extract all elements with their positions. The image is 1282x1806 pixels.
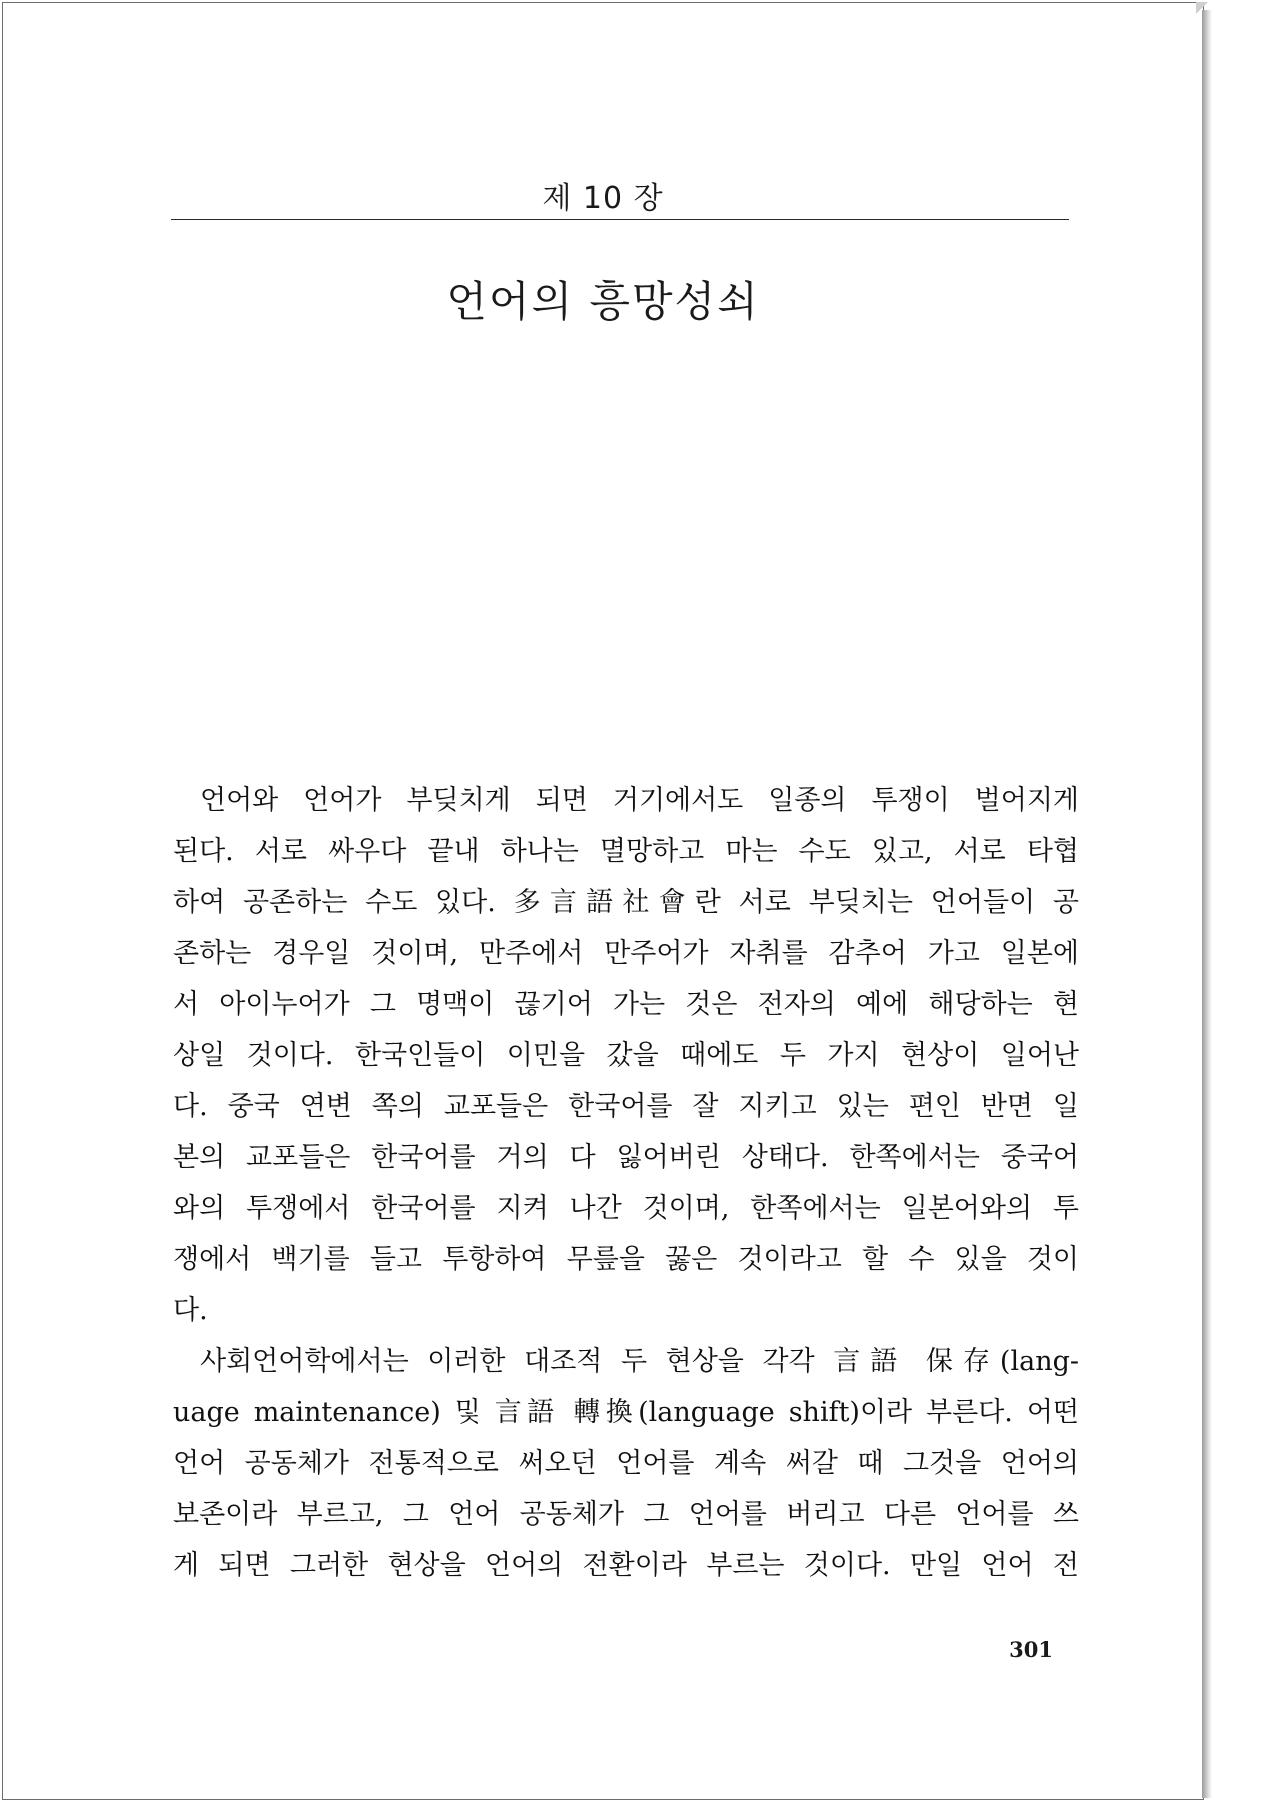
- page-number: 301: [1009, 1637, 1053, 1662]
- body-text: [173, 775, 1079, 1591]
- text-line: 게 되면 그러한 현상을 언어의 전환이라 부르는 것이다. 만일 언어 전: [173, 1550, 1079, 1581]
- chapter-title: 언어의 흥망성쇠: [446, 277, 760, 326]
- chapter-divider: [171, 219, 1069, 220]
- page-edge-shadow: [1202, 10, 1212, 1798]
- text-line: 하여 공존하는 수도 있다. 多言語社會란 서로 부딪치는 언어들이 공: [173, 887, 1079, 918]
- text-line: 쟁에서 백기를 들고 투항하여 무릎을 꿇은 것이라고 할 수 있을 것이: [173, 1244, 1079, 1275]
- text-line: 상일 것이다. 한국인들이 이민을 갔을 때에도 두 가지 현상이 일어난: [173, 1040, 1079, 1071]
- text-line: 본의 교포들은 한국어를 거의 다 잃어버린 상태다. 한쪽에서는 중국어: [173, 1142, 1079, 1173]
- text-line: 다. 중국 연변 쪽의 교포들은 한국어를 잘 지키고 있는 편인 반면 일: [173, 1091, 1079, 1122]
- text-line: 사회언어학에서는 이러한 대조적 두 현상을 각각 言語 保存(lang-: [200, 1346, 1079, 1377]
- paragraph-2: [173, 1336, 1079, 1591]
- text-line: 와의 투쟁에서 한국어를 지켜 나간 것이며, 한쪽에서는 일본어와의 투: [173, 1193, 1079, 1224]
- book-page: [2, 2, 1204, 1800]
- text-line: uage maintenance) 및 言語 轉換(language shift)이라 부른다. 어떤: [173, 1397, 1079, 1428]
- text-line: 보존이라 부르고, 그 언어 공동체가 그 언어를 버리고 다른 언어를 쓰: [173, 1499, 1079, 1530]
- text-line: 언어와 언어가 부딪치게 되면 거기에서도 일종의 투쟁이 벌어지게: [200, 785, 1079, 816]
- text-line: 다.: [173, 1295, 208, 1326]
- text-line: 된다. 서로 싸우다 끝내 하나는 멸망하고 마는 수도 있고, 서로 타협: [173, 836, 1079, 867]
- paragraph-1: [173, 775, 1079, 1336]
- text-line: 서 아이누어가 그 명맥이 끊기어 가는 것은 전자의 예에 해당하는 현: [173, 989, 1079, 1020]
- text-line: 존하는 경우일 것이며, 만주에서 만주어가 자취를 감추어 가고 일본에: [173, 938, 1079, 969]
- chapter-label: 제 10 장: [542, 181, 664, 216]
- text-line: 언어 공동체가 전통적으로 써오던 언어를 계속 써갈 때 그것을 언어의: [173, 1448, 1079, 1479]
